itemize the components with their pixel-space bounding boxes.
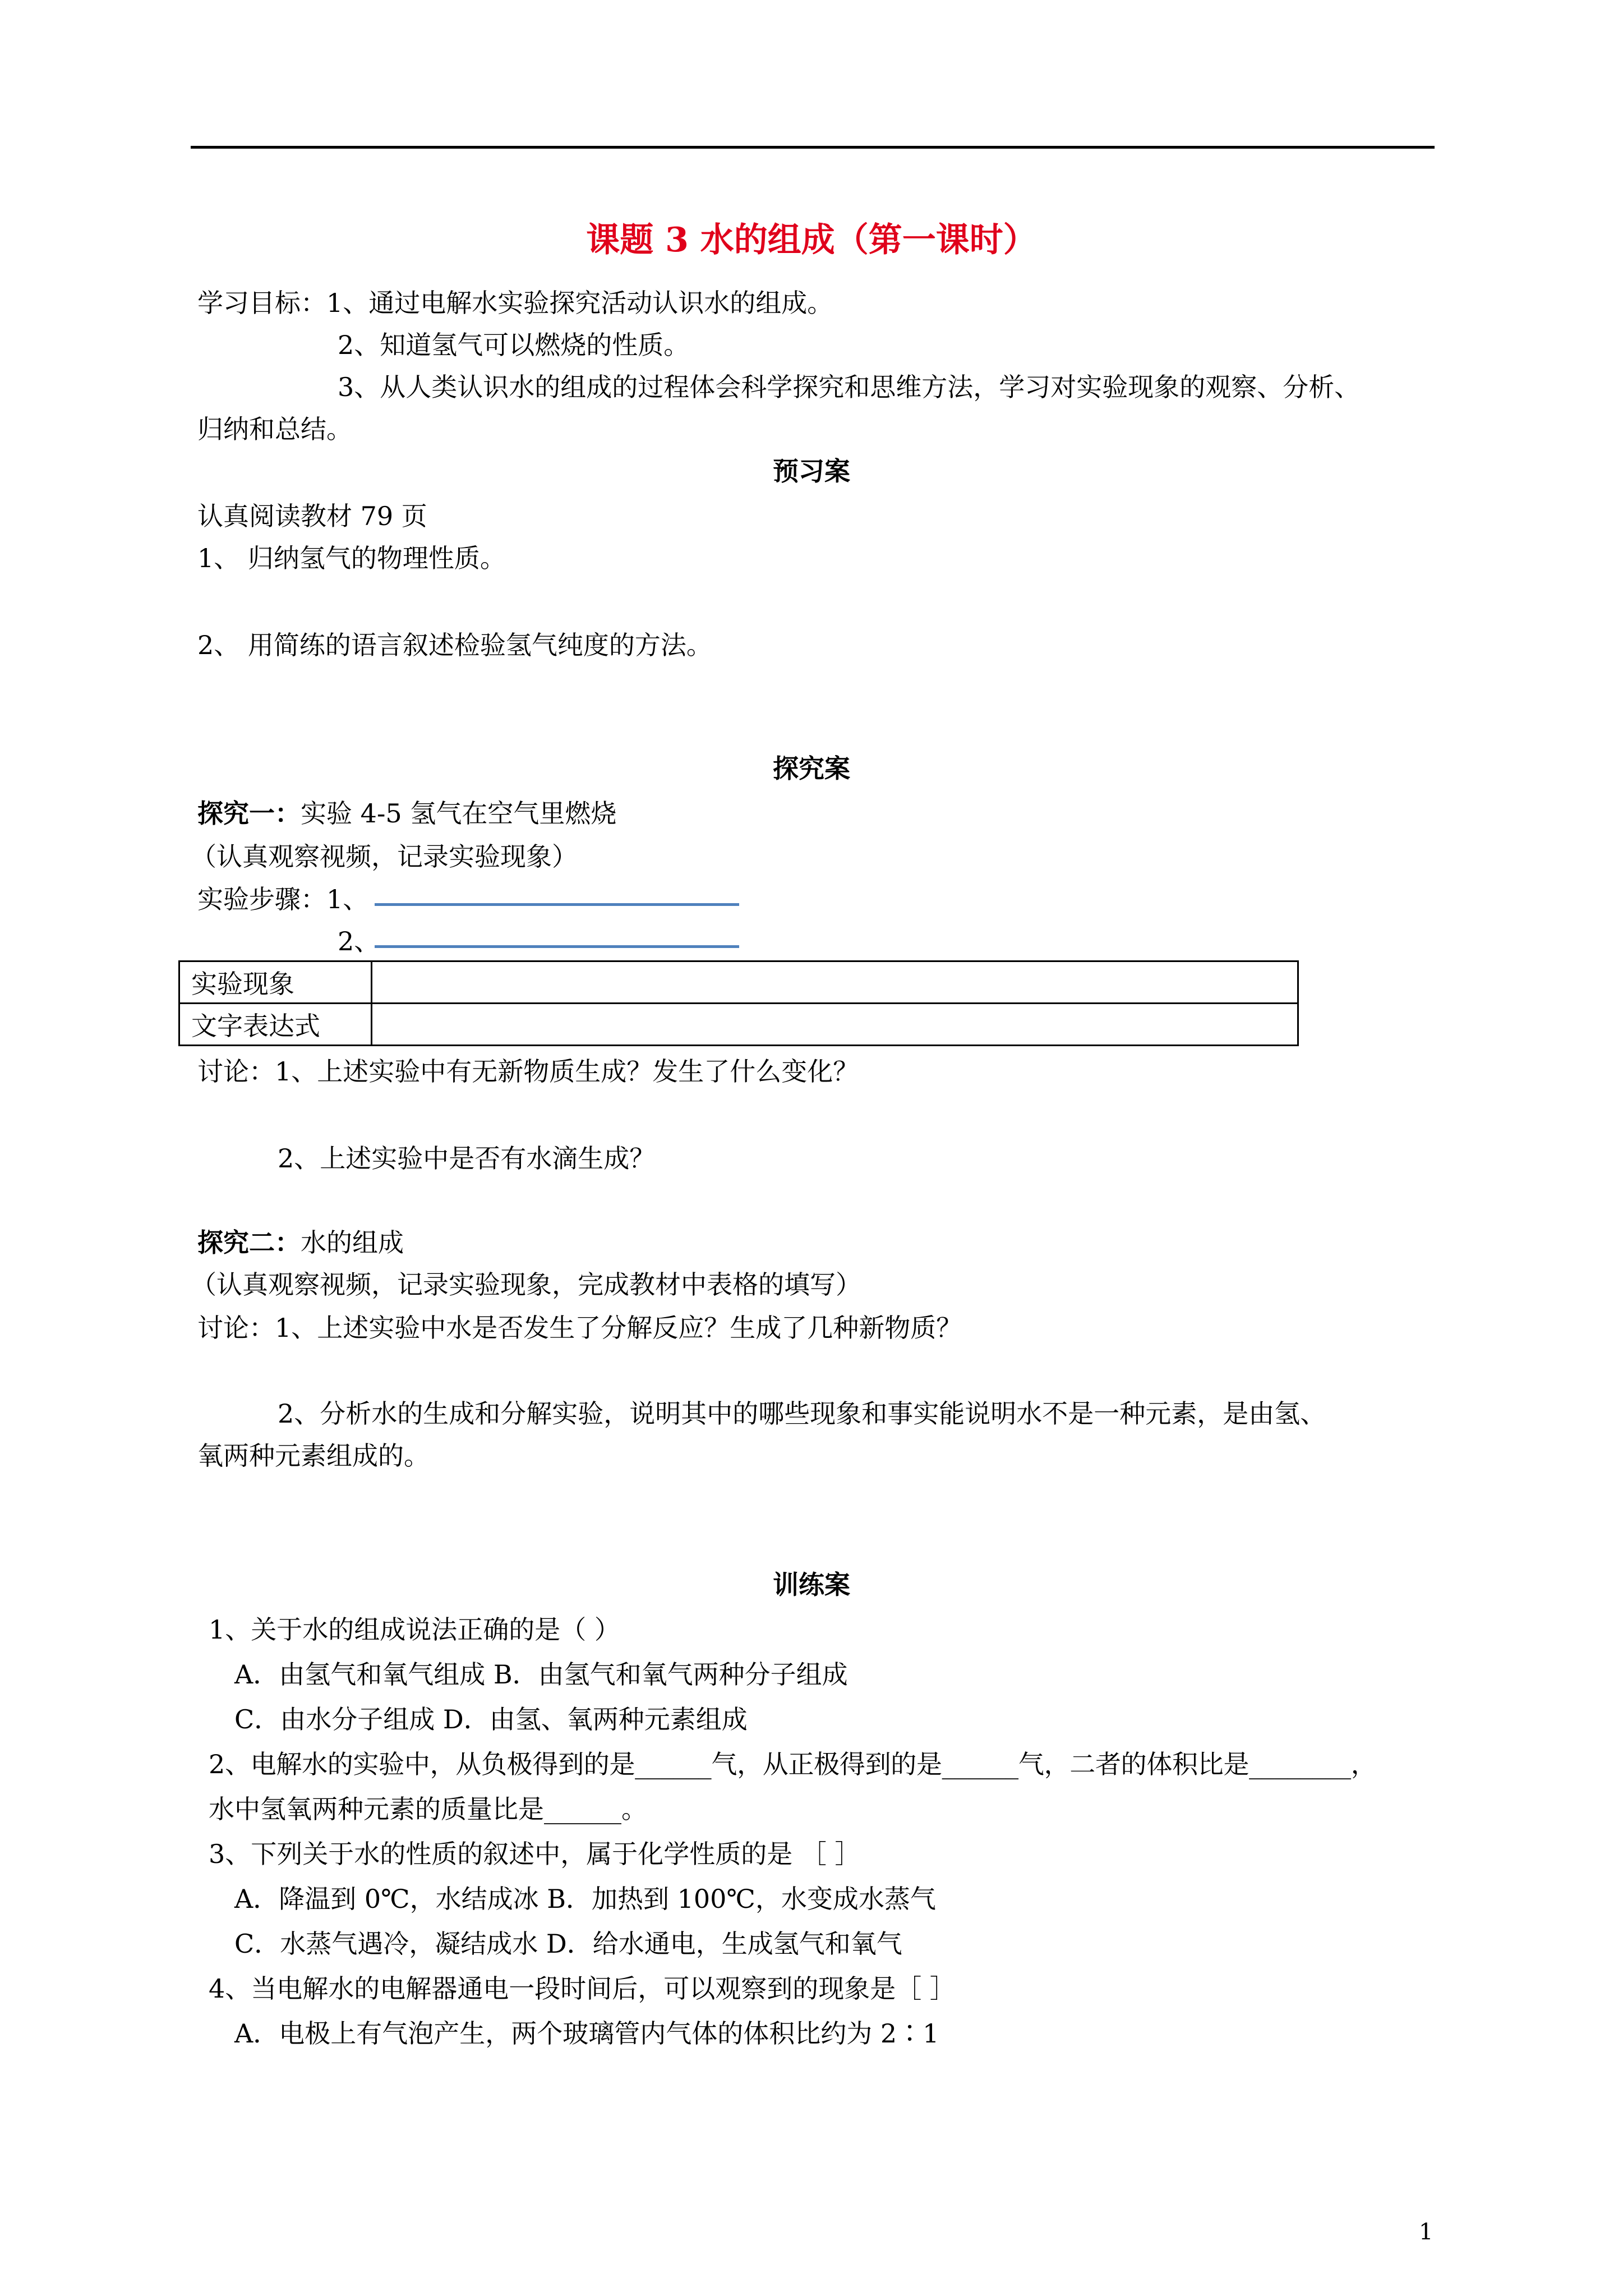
table-cell-expression[interactable] [372, 1004, 1298, 1046]
inquiry-two-discussion-2-cont: 氧两种元素组成的。 [197, 1441, 430, 1471]
objective-3-cont: 归纳和总结。 [197, 414, 352, 444]
objective-2: 2、知道氢气可以燃烧的性质。 [338, 330, 690, 360]
step-2-label: 2、 [338, 926, 380, 956]
objective-3: 3、从人类认识水的组成的过程体会科学探究和思维方法，学习对实验现象的观察、分析、 [338, 372, 1361, 402]
inquiry-one-title: 实验 4-5 氢气在空气里燃烧 [301, 798, 617, 829]
inquiry-two-discussion-2: 2、分析水的生成和分解实验，说明其中的哪些现象和事实能说明水不是一种元素，是由氢、 [278, 1398, 1326, 1429]
inquiry-two-note: （认真观察视频，记录实验现象，完成教材中表格的填写） [191, 1269, 861, 1300]
training-q4-option-a: A．电极上有气泡产生，两个玻璃管内气体的体积比约为 2∶1 [234, 2018, 939, 2049]
inquiry-two-label: 探究二： [197, 1227, 301, 1258]
inquiry-one-note: （认真观察视频，记录实验现象） [191, 841, 578, 872]
step-2-blank[interactable] [375, 945, 739, 948]
training-q1-options-cd: C．由水分子组成 D．由氢、氧两种元素组成 [234, 1704, 748, 1734]
step-1-blank[interactable] [375, 903, 739, 906]
preview-question-2: 2、 用简练的语言叙述检验氢气纯度的方法。 [197, 630, 712, 660]
training-question-4: 4、当电解水的电解器通电一段时间后，可以观察到的现象是［ ］ [209, 1973, 956, 2004]
preview-question-1: 1、 归纳氢气的物理性质。 [197, 543, 506, 573]
header-rule [191, 146, 1435, 149]
objectives-label: 学习目标： [197, 288, 326, 318]
table-row [179, 961, 1298, 1004]
training-question-2-cont: 水中氢氧两种元素的质量比是______。 [209, 1794, 647, 1824]
page-title: 课题 3 水的组成（第一课时） [586, 220, 1037, 260]
objectives-line-1 [197, 286, 833, 320]
inquiry-one-line [197, 797, 616, 830]
table-label-phenomenon: 实验现象 [179, 961, 372, 1004]
table-row [179, 1004, 1298, 1046]
preview-heading: 预习案 [773, 456, 850, 486]
inquiry-one-label: 探究一： [197, 798, 301, 829]
training-question-1: 1、关于水的组成说法正确的是（ ） [209, 1614, 620, 1645]
inquiry-one-discussion-1: 讨论：1、上述实验中有无新物质生成？发生了什么变化？ [197, 1056, 859, 1087]
training-q1-options-ab: A．由氢气和氧气组成 B．由氢气和氧气两种分子组成 [234, 1659, 848, 1690]
inquiry-one-discussion-2: 2、上述实验中是否有水滴生成？ [278, 1143, 656, 1174]
training-question-3: 3、下列关于水的性质的叙述中，属于化学性质的是 ［ ］ [209, 1839, 861, 1869]
preview-intro: 认真阅读教材 79 页 [197, 501, 427, 531]
steps-label: 实验步骤：1、 [197, 884, 369, 914]
page-number: 1 [1419, 2219, 1433, 2245]
table-label-expression: 文字表达式 [179, 1004, 372, 1046]
inquiry-heading: 探究案 [773, 753, 850, 784]
training-q3-options-ab: A．降温到 0℃，水结成冰 B．加热到 100℃，水变成水蒸气 [234, 1884, 936, 1914]
inquiry-two-line [197, 1226, 404, 1259]
training-q3-options-cd: C．水蒸气遇冷，凝结成水 D．给水通电，生成氢气和氧气 [234, 1929, 902, 1959]
inquiry-two-discussion-1: 讨论：1、上述实验中水是否发生了分解反应？生成了几种新物质？ [197, 1313, 962, 1343]
objective-1: 1、通过电解水实验探究活动认识水的组成。 [326, 288, 833, 318]
training-heading: 训练案 [773, 1570, 850, 1600]
table-cell-phenomenon[interactable] [372, 961, 1298, 1004]
training-question-2: 2、电解水的实验中，从负极得到的是______气，从正极得到的是______气，二者的体积比是________， [209, 1749, 1377, 1779]
experiment-record-table [178, 960, 1299, 1046]
inquiry-two-title: 水的组成 [301, 1227, 404, 1258]
